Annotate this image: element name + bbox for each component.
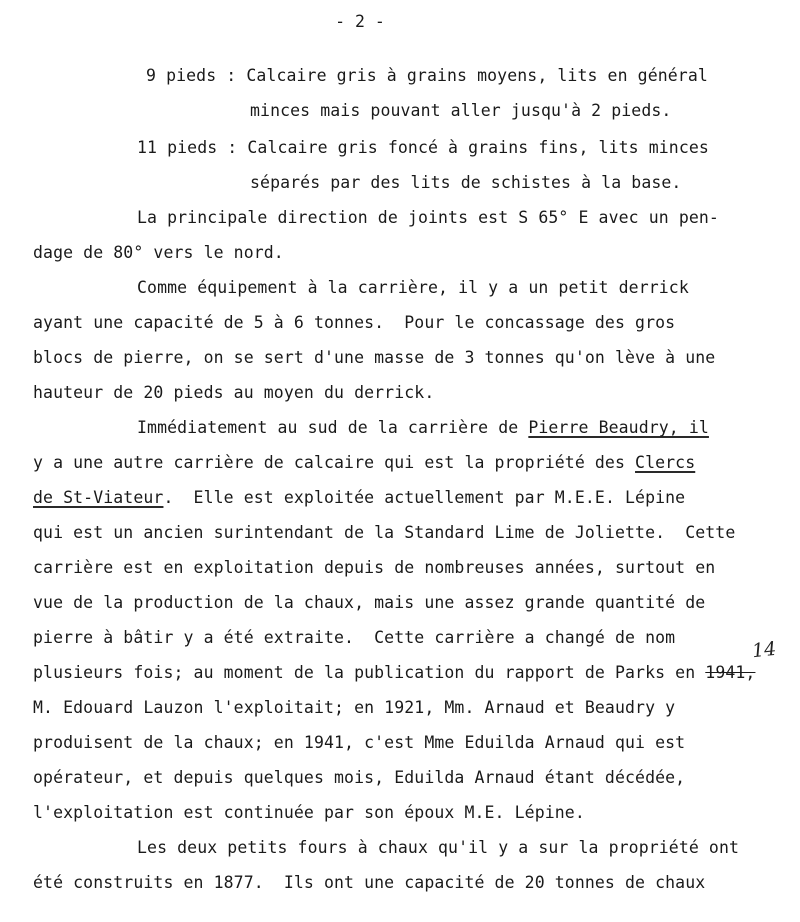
text-line bbox=[33, 453, 695, 473]
text-line bbox=[33, 663, 755, 683]
text-line: Les deux petits fours à chaux qu'il y a sur la propriété ont bbox=[137, 838, 740, 857]
struck-year: 1941, bbox=[705, 663, 756, 682]
text-line: minces mais pouvant aller jusqu'à 2 pieds. bbox=[250, 101, 672, 120]
text-line: blocs de pierre, on se sert d'une masse de 3 tonnes qu'on lève à une bbox=[33, 348, 716, 367]
text-segment: plusieurs fois; au moment de la publication du rapport de Parks en bbox=[33, 663, 706, 682]
text-line: 11 pieds : Calcaire gris foncé à grains fins, lits minces bbox=[137, 138, 709, 157]
text-segment: y a une autre carrière de calcaire qui est la propriété des bbox=[33, 453, 636, 472]
text-line: produisent de la chaux; en 1941, c'est Mme Eduilda Arnaud qui est bbox=[33, 733, 686, 752]
text-line: dage de 80° vers le nord. bbox=[33, 243, 284, 262]
text-line: M. Edouard Lauzon l'exploitait; en 1921, Mm. Arnaud et Beaudry y bbox=[33, 698, 676, 717]
text-line: hauteur de 20 pieds au moyen du derrick. bbox=[33, 383, 435, 402]
text-line: carrière est en exploitation depuis de nombreuses années, surtout en bbox=[33, 558, 716, 577]
text-segment: Immédiatement au sud de la carrière de bbox=[137, 418, 529, 437]
underlined-name: de St-Viateur bbox=[33, 488, 164, 507]
text-line: l'exploitation est continuée par son époux M.E. Lépine. bbox=[33, 803, 585, 822]
text-line: pierre à bâtir y a été extraite. Cette carrière a changé de nom bbox=[33, 628, 676, 647]
text-line bbox=[137, 418, 709, 438]
text-line bbox=[33, 488, 685, 508]
text-line: ayant une capacité de 5 à 6 tonnes. Pour le concassage des gros bbox=[33, 313, 676, 332]
text-line: séparés par des lits de schistes à la base. bbox=[250, 173, 682, 192]
page-number: - 2 - bbox=[335, 12, 385, 31]
text-line: Comme équipement à la carrière, il y a un petit derrick bbox=[137, 278, 689, 297]
text-line: opérateur, et depuis quelques mois, Eduilda Arnaud étant décédée, bbox=[33, 768, 686, 787]
text-line: été construits en 1877. Ils ont une capacité de 20 tonnes de chaux bbox=[33, 873, 706, 892]
text-line: La principale direction de joints est S 65° E avec un pen- bbox=[137, 208, 719, 227]
text-line: qui est un ancien surintendant de la Standard Lime de Joliette. Cette bbox=[33, 523, 736, 542]
text-line: vue de la production de la chaux, mais une assez grande quantité de bbox=[33, 593, 706, 612]
text-segment: . Elle est exploitée actuellement par M.E.E. Lépine bbox=[163, 488, 686, 507]
handwritten-correction: 14 bbox=[750, 637, 778, 663]
text-line: 9 pieds : Calcaire gris à grains moyens, lits en général bbox=[146, 66, 708, 85]
underlined-name: Clercs bbox=[635, 453, 696, 472]
underlined-name: Pierre Beaudry, il bbox=[528, 418, 709, 437]
